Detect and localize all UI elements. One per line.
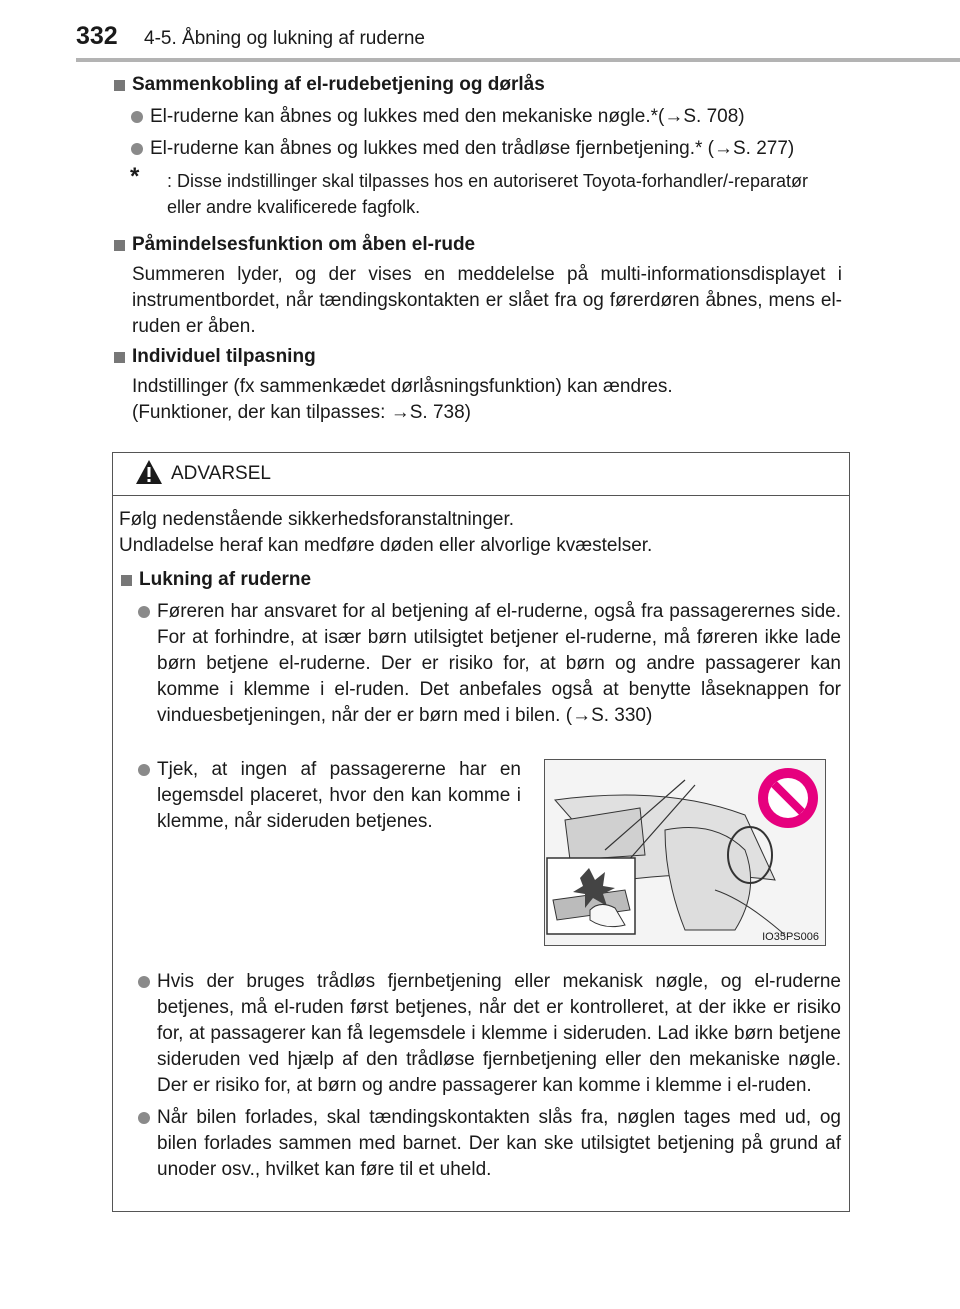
circle-bullet-icon (138, 1112, 150, 1124)
warning-lower (119, 969, 841, 1183)
section-text: (Funktioner, der kan tilpasses: →S. 738) (132, 402, 471, 423)
circle-bullet-icon (138, 764, 150, 776)
section-title: Påmindelsesfunktion om åben el-rude (112, 232, 842, 258)
warning-intro: Følg nedenstående sikkerhedsforanstaltninger. (119, 509, 515, 530)
circle-bullet-icon (131, 143, 143, 155)
section-title: Lukning af ruderne (119, 567, 841, 593)
warning-bullet-short (119, 757, 521, 835)
illustration-drawing (545, 760, 826, 946)
chapter-title: 4-5. Åbning og lukning af ruderne (144, 28, 425, 49)
circle-bullet-icon (138, 606, 150, 618)
car-window-illustration (544, 759, 826, 946)
warning-header (113, 453, 849, 496)
main-content (112, 72, 842, 426)
footnote: * : Disse indstillinger skal tilpasses hos en autoriseret Toyota-forhandler/-reparatør eller andre kvalificerede fagfolk. (130, 163, 808, 217)
warning-triangle-icon (135, 459, 163, 485)
circle-bullet-icon (131, 111, 143, 123)
warning-intro: Undladelse heraf kan medføre døden eller alvorlige kvæstelser. (119, 535, 653, 556)
section-title: Sammenkobling af el-rudebetjening og dørlås (112, 72, 842, 98)
warning-box (112, 452, 850, 1212)
list-item: Føreren har ansvaret for al betjening af el-ruderne, også fra passagerernes side. For at forhindre, at især børn utilsigtet betjener el-ruderne, må føreren ikke lade børn betjene el-ruderne. Der er risiko for, at børn og andre passagerer kan komme i klemme i el-ruden. Det anbefales også at benytte låseknappen for vinduesbetjeningen, når der er børn med i bilen. (→S. 330) (119, 599, 841, 729)
list-item: Hvis der bruges trådløs fjernbetjening eller mekanisk nøgle, og el-ruderne betjenes, må el-ruden først betjenes, når det er kontrolleret, at der ikke er risiko for, at passagerer kan få legemsdele i klemme i sideruden. Lad ikke børn betjene sideruden ved hjælp af den trådløse fjernbetjening eller den mekaniske nøgle. Der er risiko for, at børn og andre passagerer kan komme i klemme i el-ruden. (119, 969, 841, 1099)
section-text: Indstillinger (fx sammenkædet dørlåsningsfunktion) kan ændres. (132, 376, 673, 397)
warning-body (119, 507, 841, 729)
warning-title: ADVARSEL (171, 463, 271, 484)
page-header (0, 0, 960, 62)
list-item: Når bilen forlades, skal tændingskontakten slås fra, nøglen tages med ud, og bilen forlades sammen med barnet. Der kan ske utilsigtet betjening på grund af unoder osv., hvilket kan føre til et uheld. (119, 1105, 841, 1183)
list-item: Tjek, at ingen af passagererne har en legemsdel placeret, hvor den kan komme i klemme, når sideruden betjenes. (119, 757, 521, 835)
list-item: El-ruderne kan åbnes og lukkes med den mekaniske nøgle.*(→S. 708) (112, 104, 842, 130)
square-bullet-icon (114, 80, 125, 91)
illustration-code: IO35PS006 (762, 931, 819, 943)
list-item: El-ruderne kan åbnes og lukkes med den trådløse fjernbetjening.* (→S. 277) (112, 136, 842, 162)
square-bullet-icon (114, 352, 125, 363)
section-title: Individuel tilpasning (112, 344, 842, 370)
header-rule (76, 58, 960, 62)
section-text: Summeren lyder, og der vises en meddelelse på multi-informationsdisplayet i instrumentbordet, når tændingskontakten er slået fra og førerdøren åbnes, mens el-ruden er åben. (132, 264, 842, 337)
page-number: 332 (76, 22, 118, 50)
square-bullet-icon (114, 240, 125, 251)
square-bullet-icon (121, 575, 132, 586)
circle-bullet-icon (138, 976, 150, 988)
